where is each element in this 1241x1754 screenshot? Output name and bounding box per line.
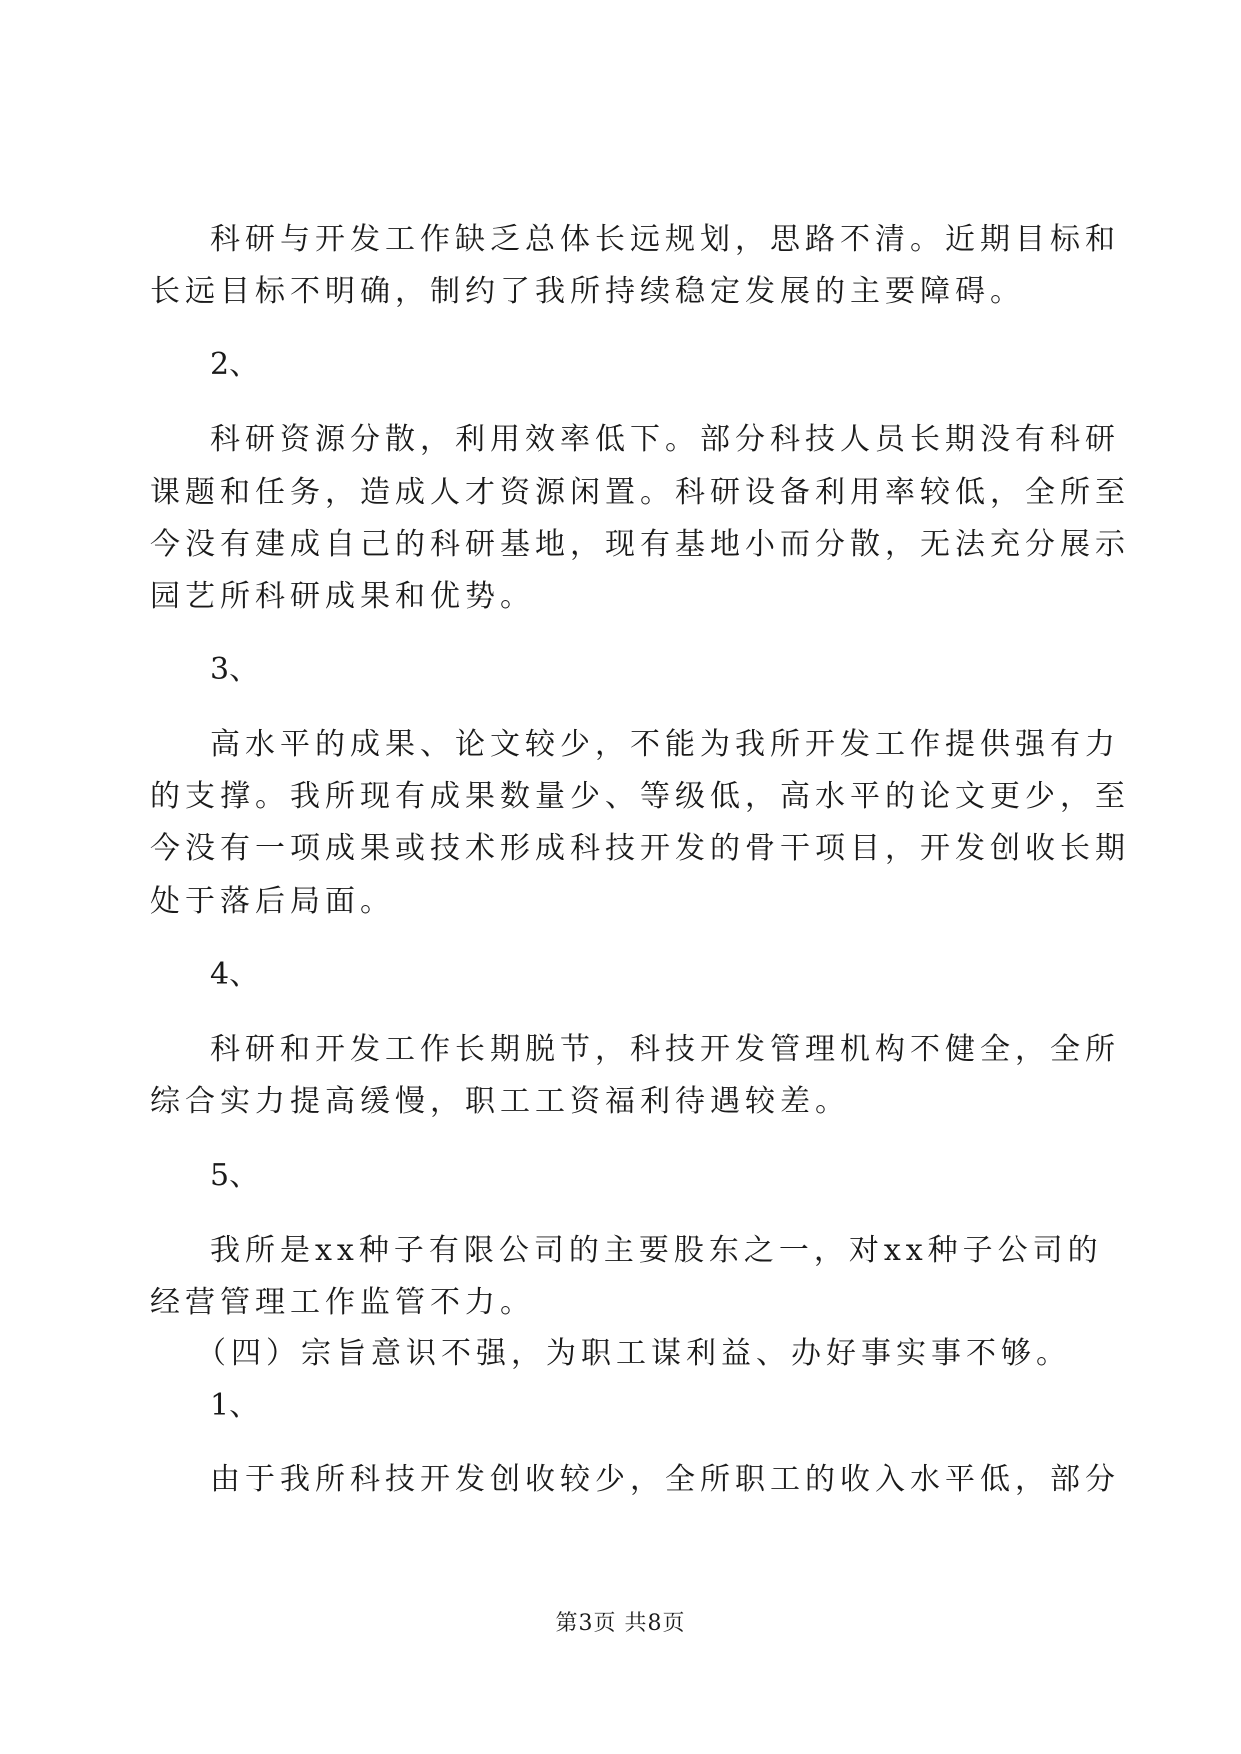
text-line: 科研与开发工作缺乏总体长远规划，思路不清。近期目标和	[210, 222, 1120, 257]
text-line: 由于我所科技开发创收较少，全所职工的收入水平低，部分	[210, 1462, 1120, 1497]
text-line: 长远目标不明确，制约了我所持续稳定发展的主要障碍。	[150, 274, 1025, 309]
section-heading: （四）宗旨意识不强，为职工谋利益、办好事实事不够。	[196, 1336, 1071, 1371]
text-line: 课题和任务，造成人才资源闲置。科研设备利用率较低，全所至	[150, 475, 1130, 510]
text-line: 科研资源分散，利用效率低下。部分科技人员长期没有科研	[210, 422, 1120, 457]
text-line: 的支撑。我所现有成果数量少、等级低，高水平的论文更少，至	[150, 779, 1130, 814]
list-number: 2、	[210, 347, 260, 382]
list-number: 1、	[210, 1388, 260, 1423]
text-line: 高水平的成果、论文较少，不能为我所开发工作提供强有力	[210, 727, 1120, 762]
text-line: 科研和开发工作长期脱节，科技开发管理机构不健全，全所	[210, 1032, 1120, 1067]
text-line: 综合实力提高缓慢，职工工资福利待遇较差。	[150, 1084, 850, 1119]
text-line: 今没有一项成果或技术形成科技开发的骨干项目，开发创收长期	[150, 831, 1130, 866]
text-line: 处于落后局面。	[150, 884, 395, 919]
text-line: 园艺所科研成果和优势。	[150, 579, 535, 614]
list-number: 4、	[210, 957, 260, 992]
text-line: 今没有建成自己的科研基地，现有基地小而分散，无法充分展示	[150, 527, 1130, 562]
page-footer	[0, 1611, 1241, 1637]
list-number: 3、	[210, 652, 260, 687]
text-line: 经营管理工作监管不力。	[150, 1285, 535, 1320]
page-number: 第3页 共8页	[555, 1611, 686, 1636]
text-line: 我所是xx种子有限公司的主要股东之一，对xx种子公司的	[210, 1233, 1103, 1268]
list-number: 5、	[210, 1158, 260, 1193]
